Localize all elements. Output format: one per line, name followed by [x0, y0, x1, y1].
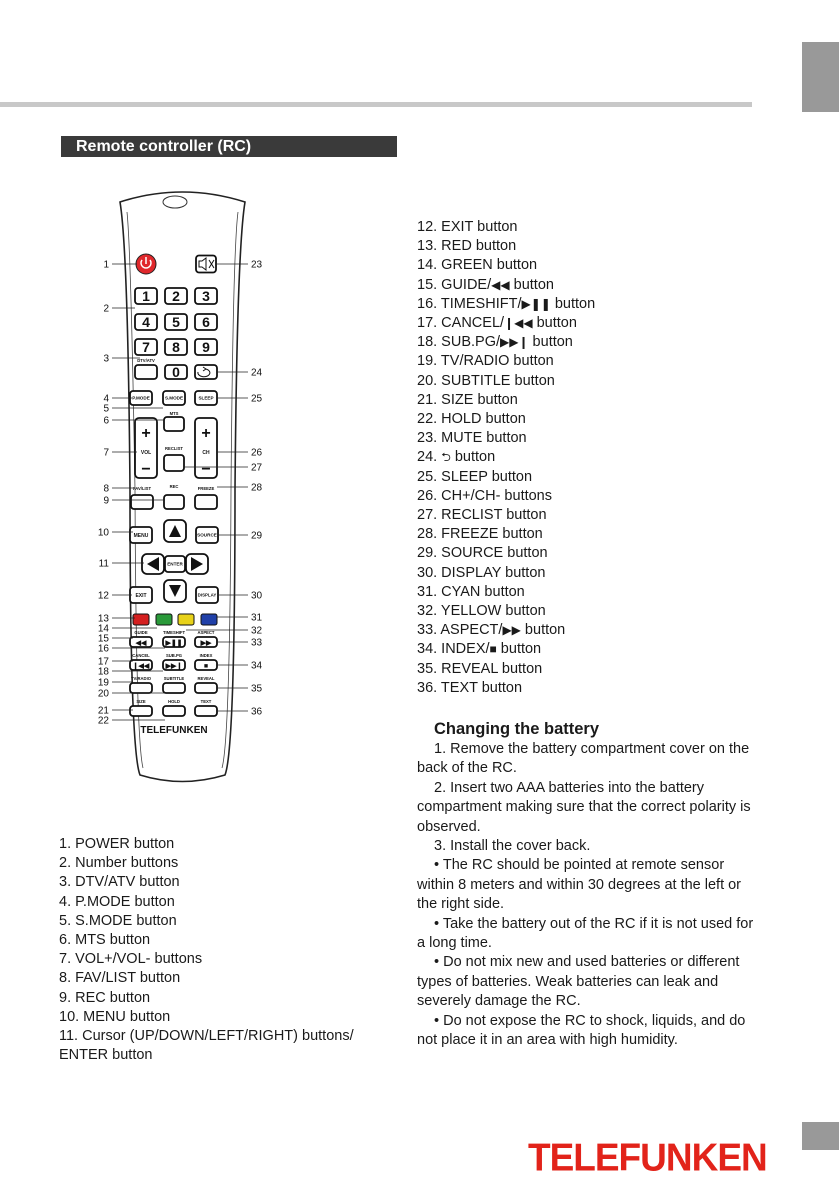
callout-number: 2 — [103, 303, 109, 315]
vol-minus-icon: − — [141, 461, 151, 478]
size-button — [130, 706, 152, 716]
list-item-label: 33. ASPECT/ — [417, 622, 503, 639]
battery-paragraph: • Do not expose the RC to shock, liquids, and do not place it in an area with high humidity. — [417, 1012, 746, 1049]
freeze-button — [195, 495, 217, 509]
vol-plus-icon: + — [141, 425, 151, 442]
digit-button-label: 7 — [142, 338, 150, 355]
remote-illustration — [85, 190, 280, 790]
callout-number: 27 — [251, 462, 263, 474]
callout-number: 12 — [97, 590, 109, 602]
callout-number: 17 — [97, 656, 109, 668]
callout-number: 3 — [103, 353, 109, 365]
callout-number: 9 — [103, 495, 109, 507]
cancel-icon: ❙◀◀ — [132, 663, 150, 670]
mts-label: MTS — [169, 411, 179, 416]
list-item — [417, 506, 757, 525]
favlist-label: FAV/LIST — [132, 486, 152, 491]
hold-label: HOLD — [168, 699, 180, 704]
digit-button-label: 1 — [142, 287, 150, 304]
list-item-label: 25. SLEEP — [417, 468, 488, 485]
battery-paragraph: • The RC should be pointed at remote sensor within 8 meters and within 30 degrees at the left or the right side. — [417, 857, 742, 913]
ch-label: CH — [202, 450, 210, 456]
menu-button-label: MENU — [133, 532, 149, 539]
callout-number: 18 — [97, 666, 109, 678]
digit-button-label: 4 — [142, 313, 150, 330]
callout-number: 22 — [97, 715, 109, 727]
callout-number: 19 — [97, 677, 109, 689]
list-item — [417, 679, 757, 698]
list-item — [417, 640, 757, 659]
callout-number: 35 — [251, 683, 263, 695]
list-item-label: 15. GUIDE/ — [417, 276, 492, 293]
callout-number: 21 — [97, 705, 109, 717]
list-item: 2. Number buttons — [59, 855, 179, 872]
display-button-label: DISPLAY — [197, 592, 217, 598]
subpg-label: SUB.PG — [165, 653, 183, 658]
battery-section — [417, 718, 757, 1051]
list-item-suffix: button — [450, 449, 496, 466]
list-item — [417, 276, 757, 295]
text-label: TEXT — [200, 699, 212, 704]
digit-button-label: 5 — [172, 313, 180, 330]
list-item: 10. MENU button — [59, 1008, 171, 1025]
source-button-label: SOURCE — [197, 532, 217, 538]
list-item: 1. POWER button — [59, 836, 175, 852]
list-item-label: 20. SUBTITLE — [417, 372, 511, 389]
list-item-label: 36. TEXT — [417, 679, 478, 696]
subtitle-label: SUBTITLE — [163, 676, 185, 681]
sleep-button-label: SLEEP — [198, 395, 214, 401]
enter-button-label: ENTER — [167, 561, 183, 567]
callout-number: 14 — [97, 623, 109, 635]
callout-number: 16 — [97, 643, 109, 655]
list-item: 6. MTS button — [59, 932, 151, 949]
list-item: 4. P.MODE button — [59, 893, 175, 910]
page-tab-bottom — [802, 1122, 839, 1150]
list-item-label: 18. SUB.PG/ — [417, 334, 501, 351]
remote-brand-logo: TELEFUNKEN — [140, 725, 208, 736]
list-item-label: 31. CYAN — [417, 583, 481, 600]
list-item-label: 34. INDEX/ — [417, 641, 490, 658]
text-button — [195, 706, 217, 716]
freeze-label: FREEZE — [197, 486, 215, 491]
media-glyph-icon: ▶▶❙ — [500, 335, 529, 350]
battery-paragraph: 2. Insert two AAA batteries into the battery compartment making sure that the correct polarity is observed. — [417, 779, 751, 835]
list-item — [417, 372, 757, 391]
callout-number: 36 — [251, 706, 263, 718]
list-item: 7. VOL+/VOL- buttons — [59, 951, 203, 968]
battery-paragraph: 1. Remove the battery compartment cover on the back of the RC. — [417, 741, 750, 777]
ch-plus-icon: + — [201, 425, 211, 442]
list-item-suffix: button — [473, 391, 518, 408]
callout-number: 15 — [97, 633, 109, 645]
index-icon: ■ — [203, 663, 209, 670]
list-item-label: 35. REVEAL — [417, 660, 498, 677]
list-item-label: 14. GREEN — [417, 257, 493, 274]
rec-label: REC — [169, 484, 179, 489]
list-item — [417, 448, 757, 467]
red-button — [133, 614, 149, 625]
guide-icon: ◀◀ — [135, 640, 147, 647]
digit-button-label: 9 — [202, 338, 210, 355]
subpg-icon: ▶▶❙ — [165, 663, 183, 670]
media-glyph-icon: ❙◀◀ — [504, 316, 533, 331]
list-item-suffix: button — [492, 257, 538, 274]
battery-paragraph: • Take the battery out of the RC if it is not used for a long time. — [417, 915, 754, 952]
ir-window — [163, 196, 187, 208]
list-item — [417, 391, 757, 410]
list-item-suffix: button — [501, 564, 546, 581]
list-item-suffix: button — [482, 430, 527, 447]
callout-number: 11 — [98, 558, 109, 570]
list-item — [417, 295, 757, 314]
green-button — [156, 614, 172, 625]
section-title: Remote controller (RC) — [61, 136, 397, 157]
list-item: 9. REC button — [59, 989, 151, 1006]
aspect-icon: ▶▶ — [200, 640, 212, 647]
list-item-label: 13. RED — [417, 238, 472, 255]
list-item: 3. DTV/ATV button — [59, 874, 180, 891]
list-item-label: 12. EXIT — [417, 219, 474, 235]
callout-number: 10 — [97, 527, 109, 539]
list-item-label: 17. CANCEL/ — [417, 315, 505, 332]
callout-number: 20 — [97, 688, 109, 700]
callout-number: 8 — [103, 483, 109, 495]
list-item-suffix: button — [503, 545, 548, 562]
list-item-label: 21. SIZE — [417, 391, 474, 408]
digit-button-label: 0 — [172, 363, 180, 380]
list-item: 8. FAV/LIST button — [59, 970, 181, 987]
reclist-button — [164, 455, 184, 471]
list-item-label: 16. TIMESHIFT/ — [417, 295, 522, 312]
vol-label: VOL — [140, 450, 152, 456]
list-item-label: 27. RECLIST — [417, 507, 503, 524]
list-item — [417, 544, 757, 563]
yellow-button — [178, 614, 194, 625]
list-item-label: 29. SOURCE — [417, 545, 504, 562]
list-item — [417, 333, 757, 352]
callout-number: 7 — [103, 447, 109, 459]
callout-number: 6 — [103, 415, 109, 427]
list-item-label: 32. YELLOW — [417, 603, 502, 620]
battery-paragraph: 3. Install the cover back. — [434, 838, 591, 855]
list-item — [417, 218, 757, 237]
list-item-suffix: button — [520, 622, 566, 639]
timeshift-label: TIMESHIFT — [162, 630, 186, 635]
brand-logo: TELEFUNKEN — [528, 1135, 767, 1179]
favlist-button — [131, 495, 153, 509]
media-glyph-icon: ◀◀ — [491, 277, 510, 292]
callout-number: 24 — [251, 367, 263, 379]
header-rule — [0, 102, 752, 107]
list-item-suffix: button — [550, 295, 596, 312]
media-glyph-icon: ▶❚❚ — [521, 296, 551, 311]
blue-button — [201, 614, 217, 625]
list-item-suffix: buttons — [500, 487, 552, 504]
dtv-atv-button — [135, 365, 157, 379]
list-item-suffix: button — [532, 315, 577, 332]
list-item — [417, 468, 757, 487]
tvradio-label: TV/RADIO — [130, 676, 152, 681]
page-tab-top — [802, 42, 839, 112]
digit-button-label: 6 — [202, 313, 210, 330]
media-glyph-icon: ▶▶ — [502, 623, 521, 638]
list-item-suffix: button — [528, 334, 573, 351]
battery-paragraph: • Do not mix new and used batteries or different types of batteries. Weak batteries can leak and severely damage the RC. — [417, 954, 740, 1010]
subtitle-button — [163, 683, 185, 693]
rec-button — [164, 495, 184, 509]
list-item-label: 22. HOLD — [417, 411, 482, 428]
reveal-button — [195, 683, 217, 693]
timeshift-icon: ▶❚❚ — [165, 640, 183, 647]
list-item-suffix: button — [510, 372, 555, 389]
list-item-label: 19. TV/RADIO — [417, 353, 510, 370]
list-item — [417, 237, 757, 256]
callout-number: 13 — [97, 613, 109, 625]
remote-svg — [85, 190, 280, 790]
list-item — [417, 410, 757, 429]
cancel-label: CANCEL — [132, 653, 150, 658]
smode-button-label: S.MODE — [164, 395, 184, 401]
hold-button — [163, 706, 185, 716]
callout-number: 26 — [251, 447, 263, 459]
callout-number: 23 — [251, 259, 263, 271]
list-item-suffix: button — [481, 411, 526, 428]
list-item — [417, 564, 757, 583]
tvradio-button — [130, 683, 152, 693]
battery-paragraphs — [417, 740, 757, 1051]
list-item-suffix: button — [501, 603, 546, 620]
reclist-label: RECLIST — [165, 446, 183, 451]
pmode-button-label: P.MODE — [132, 395, 150, 401]
media-glyph-icon: ■ — [489, 642, 497, 657]
callout-number: 34 — [251, 660, 263, 672]
list-item-suffix: button — [487, 468, 533, 485]
list-item-suffix: button — [502, 507, 547, 524]
callout-number: 5 — [103, 403, 109, 415]
list-item-suffix: button — [509, 353, 554, 370]
list-item-label: 30. DISPLAY — [417, 564, 502, 581]
callout-number: 4 — [103, 393, 109, 405]
list-item — [417, 487, 757, 506]
callout-number: 1 — [103, 259, 109, 271]
list-item — [417, 256, 757, 275]
list-item — [417, 525, 757, 544]
ch-minus-icon: − — [201, 461, 211, 478]
button-list-left — [59, 835, 399, 1065]
list-item-suffix: button — [496, 641, 542, 658]
list-item-suffix: button — [471, 238, 517, 255]
index-label: INDEX — [199, 653, 213, 658]
list-item-suffix: button — [480, 583, 525, 600]
guide-label: GUIDE — [134, 630, 148, 635]
digit-button-label: 2 — [172, 287, 180, 304]
list-item: 5. S.MODE button — [59, 912, 177, 929]
list-item-suffix: button — [473, 219, 518, 235]
callout-number: 32 — [251, 625, 263, 637]
media-glyph-icon: ⮌ — [441, 450, 451, 465]
list-item-suffix: button — [477, 679, 523, 696]
button-list-right — [417, 218, 757, 698]
mts-button — [164, 417, 184, 431]
list-item — [417, 352, 757, 371]
callout-number: 33 — [251, 637, 263, 649]
list-item-label: 23. MUTE — [417, 430, 483, 447]
list-item — [417, 660, 757, 679]
list-item: 11. Cursor (UP/DOWN/LEFT/RIGHT) buttons/ ENTER button — [59, 1028, 354, 1064]
battery-heading: Changing the battery — [434, 720, 600, 738]
list-item — [417, 602, 757, 621]
digit-button-label: 8 — [172, 338, 180, 355]
callout-number: 31 — [251, 612, 263, 624]
digit-button-label: 3 — [202, 287, 210, 304]
list-item-suffix: button — [509, 276, 554, 293]
list-item — [417, 621, 757, 640]
callout-number: 30 — [251, 590, 263, 602]
list-item-suffix: button — [497, 660, 543, 677]
aspect-label: ASPECT — [197, 630, 215, 635]
list-item — [417, 583, 757, 602]
exit-button-label: EXIT — [135, 592, 147, 599]
list-item — [417, 314, 757, 333]
callout-number: 29 — [251, 530, 263, 542]
list-item-label: 24. — [417, 449, 442, 466]
list-item-suffix: button — [498, 526, 543, 543]
dtv-atv-label: DTV/ATV — [137, 358, 155, 363]
list-item-label: 26. CH+/CH- — [417, 487, 501, 504]
callout-number: 28 — [251, 482, 263, 494]
reveal-label: REVEAL — [197, 676, 215, 681]
list-item — [417, 429, 757, 448]
list-item-label: 28. FREEZE — [417, 526, 499, 543]
size-label: SIZE — [136, 699, 146, 704]
callout-number: 25 — [251, 393, 263, 405]
